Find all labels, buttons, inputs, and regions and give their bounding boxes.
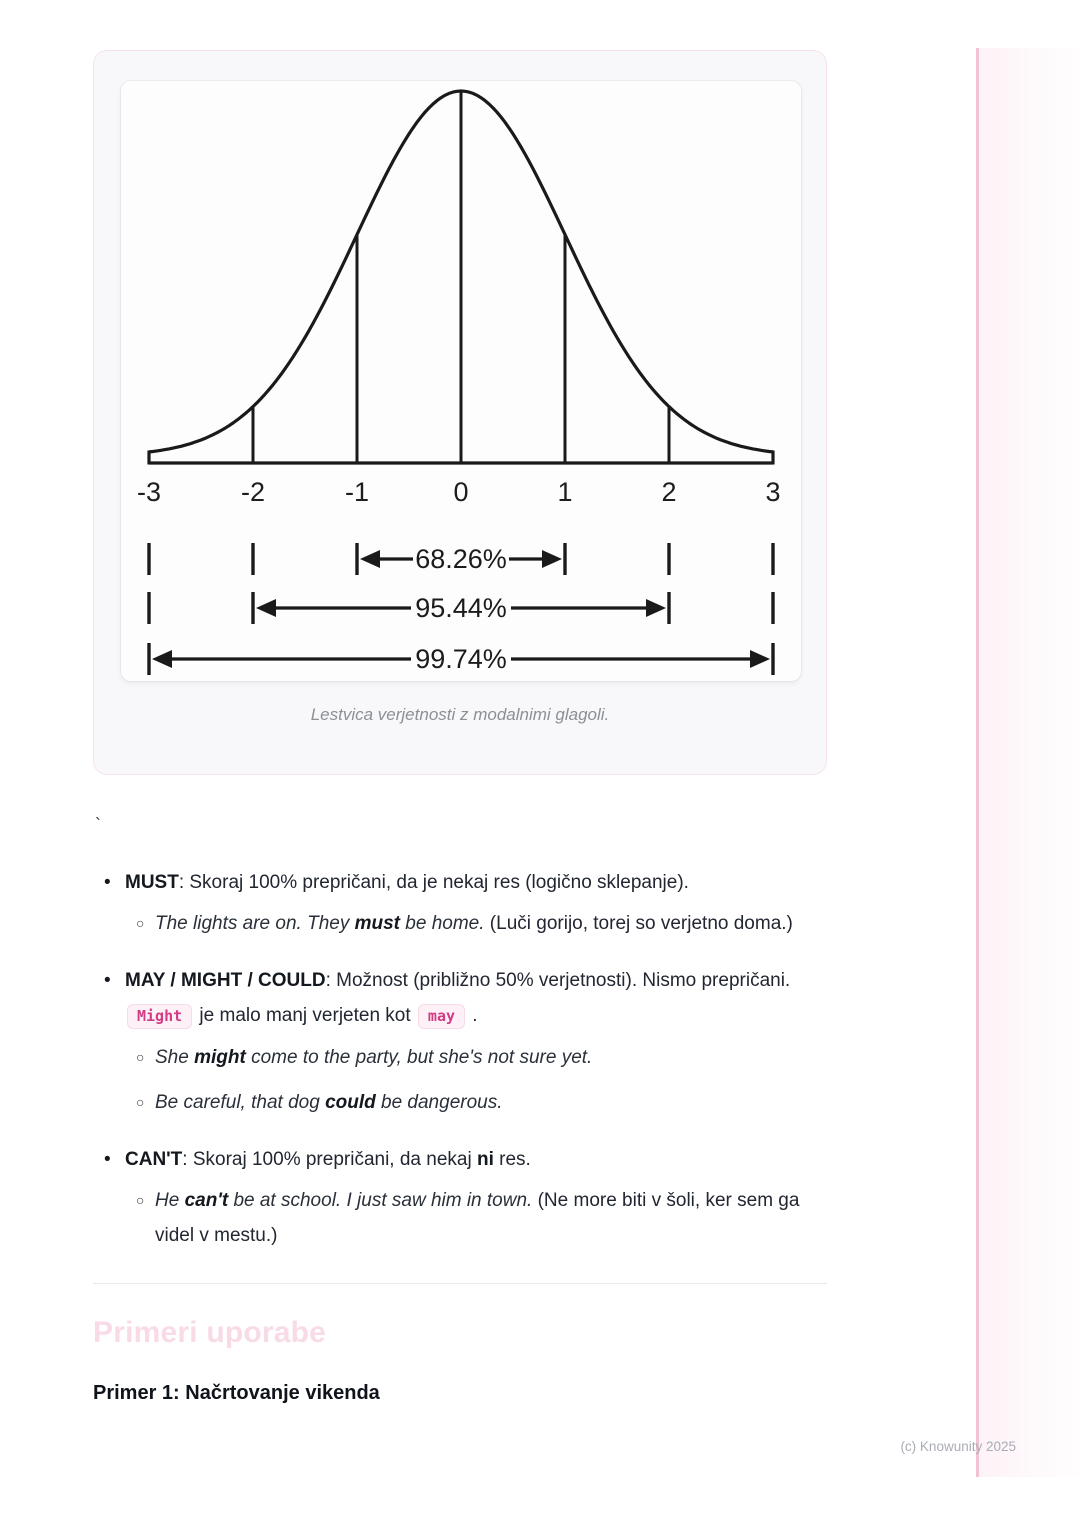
document-body <box>93 0 827 1405</box>
inline-code-might: Might <box>127 1004 192 1029</box>
figure-caption: Lestvica verjetnosti z modalnimi glagoli. <box>310 705 610 724</box>
modal-verbs-list <box>93 865 827 1253</box>
circle-bullet-icon: ○ <box>136 1094 145 1110</box>
inline-code-may: may <box>418 1004 465 1029</box>
list-item-must <box>93 865 827 941</box>
bullet-icon: • <box>104 872 111 893</box>
section-heading: Primeri uporabe <box>93 1316 327 1349</box>
decorative-pink-rail <box>976 48 1080 1477</box>
svg-text:-1: -1 <box>344 477 370 507</box>
list-item-cant <box>93 1142 827 1253</box>
svg-text:0: 0 <box>453 477 469 507</box>
bell-curve-figure <box>121 81 801 681</box>
copyright-text: (c) Knowunity 2025 <box>900 1439 1016 1454</box>
may-example-2: ○ Be careful, that dog could be dangerous. <box>125 1085 827 1120</box>
may-example-1: ○ She might come to the party, but she's not sure yet. <box>125 1040 827 1075</box>
svg-text:3: 3 <box>765 477 781 507</box>
svg-text:1: 1 <box>557 477 573 507</box>
section-divider <box>93 1283 827 1284</box>
svg-text:-3: -3 <box>136 477 162 507</box>
interval-label-95: 95.44% <box>415 593 507 623</box>
example-subheading: Primer 1: Načrtovanje vikenda <box>93 1382 380 1404</box>
circle-bullet-icon: ○ <box>136 1049 145 1065</box>
circle-bullet-icon: ○ <box>136 915 145 931</box>
figure-card <box>93 50 827 775</box>
cant-example: ○ He can't be at school. I just saw him in town. (Ne more biti v šoli, ker sem ga videl v mestu.) <box>125 1183 827 1253</box>
circle-bullet-icon: ○ <box>136 1192 145 1208</box>
cant-definition: CAN'T: Skoraj 100% prepričani, da nekaj ni res. <box>125 1149 531 1170</box>
svg-text:2: 2 <box>661 477 677 507</box>
svg-text:-2: -2 <box>240 477 266 507</box>
list-item-may-might-could <box>93 963 827 1120</box>
must-definition: MUST: Skoraj 100% prepričani, da je nekaj res (logično sklepanje). <box>125 872 689 893</box>
must-example: ○ The lights are on. They must be home. (Luči gorijo, torej so verjetno doma.) <box>125 906 827 941</box>
stray-backtick: ` <box>95 815 101 835</box>
may-definition: MAY / MIGHT / COULD: Možnost (približno 50% verjetnosti). Nismo prepričani. Might je malo manj verjeten kot may . <box>125 963 827 1034</box>
interval-label-68: 68.26% <box>415 544 507 574</box>
x-axis-tick-labels <box>137 477 781 507</box>
sigma-divider-lines <box>253 91 669 463</box>
interval-label-99: 99.74% <box>415 644 507 674</box>
normal-distribution-chart <box>121 81 801 681</box>
bullet-icon: • <box>104 1149 111 1170</box>
bullet-icon: • <box>104 970 111 991</box>
